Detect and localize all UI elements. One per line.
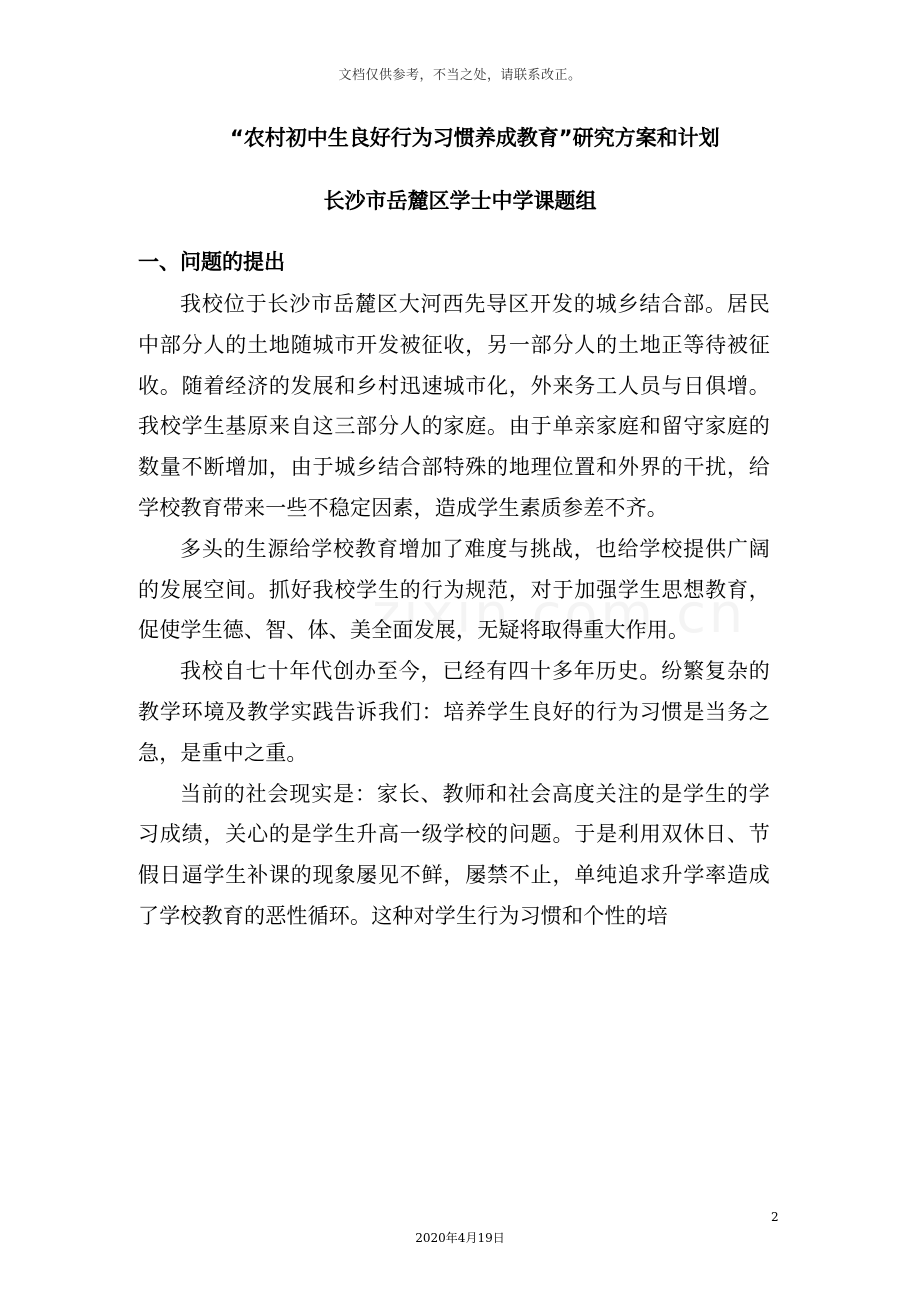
document-subtitle: 长沙市岳麓区学士中学课题组 bbox=[323, 189, 597, 213]
body-text bbox=[138, 284, 770, 937]
paragraph-3: 我校自七十年代创办至今，已经有四十多年历史。纷繁复杂的教学环境及教学实践告诉我们：培养学生良好的行为习惯是当务之急，是重中之重。 bbox=[138, 659, 770, 765]
document-title: “农村初中生良好行为习惯养成教育”研究方案和计划 bbox=[230, 126, 720, 150]
section-heading: 一、问题的提出 bbox=[138, 250, 285, 274]
footer-date: 2020年4月19日 bbox=[415, 1231, 505, 1245]
paragraph-4: 当前的社会现实是：家长、教师和社会高度关注的是学生的学习成绩，关心的是学生升高一级学校的问题。于是利用双休日、节假日逼学生补课的现象屡见不鲜，屡禁不止，单纯追求升学率造成了学校教育的恶性循环。这种对学生行为习惯和个性的培 bbox=[138, 781, 770, 928]
paragraph-1: 我校位于长沙市岳麓区大河西先导区开发的城乡结合部。居民中部分人的土地随城市开发被征收，另一部分人的土地正等待被征收。随着经济的发展和乡村迅速城市化，外来务工人员与日俱增。我校学生基原来自这三部分人的家庭。由于单亲家庭和留守家庭的数量不断增加，由于城乡结合部特殊的地理位置和外界的干扰，给学校教育带来一些不稳定因素，造成学生素质参差不齐。 bbox=[138, 292, 770, 520]
page-number: 2 bbox=[771, 1210, 779, 1224]
header-note: 文档仅供参考，不当之处，请联系改正。 bbox=[338, 68, 582, 83]
paragraph-2: 多头的生源给学校教育增加了难度与挑战，也给学校提供广阔的发展空间。抓好我校学生的行为规范，对于加强学生思想教育，促使学生德、智、体、美全面发展，无疑将取得重大作用。 bbox=[138, 536, 770, 643]
